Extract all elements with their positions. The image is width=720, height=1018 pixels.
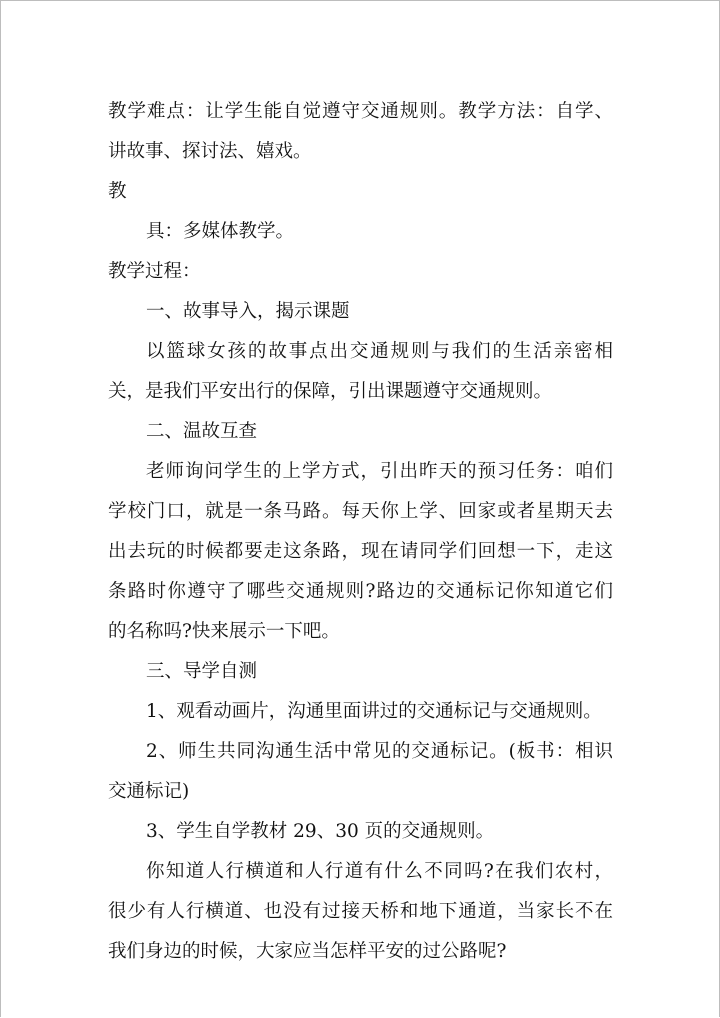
text-line: 出去玩的时候都要走这条路，现在请同学们回想一下，走这 <box>108 541 613 562</box>
text-line: 学校门口，就是一条马路。每天你上学、回家或者星期天去 <box>108 501 613 522</box>
text-line: 具：多媒体教学。 <box>146 221 295 242</box>
text-line: 教 <box>108 181 127 202</box>
text-line: 交通标记) <box>108 781 190 802</box>
text-line: 三、导学自测 <box>146 661 258 682</box>
text-line: 的名称吗?快来展示一下吧。 <box>108 621 340 642</box>
text-line: 2、师生共同沟通生活中常见的交通标记。(板书：相识 <box>146 741 613 762</box>
text-line: 二、温故互查 <box>146 421 258 442</box>
text-line: 你知道人行横道和人行道有什么不同吗?在我们农村， <box>146 861 613 882</box>
text-line: 我们身边的时候，大家应当怎样平安的过公路呢? <box>108 941 507 962</box>
text-line: 条路时你遵守了哪些交通规则?路边的交通标记你知道它们 <box>108 581 613 602</box>
text-line: 关，是我们平安出行的保障，引出课题遵守交通规则。 <box>108 381 553 402</box>
text-line: 1、观看动画片，沟通里面讲过的交通标记与交通规则。 <box>146 701 602 722</box>
text-line: 3、学生自学教材 29、30 页的交通规则。 <box>146 821 495 842</box>
text-line: 很少有人行横道、也没有过接天桥和地下通道，当家长不在 <box>108 901 613 922</box>
text-line: 老师询问学生的上学方式，引出昨天的预习任务：咱们 <box>146 461 613 482</box>
text-line: 讲故事、探讨法、嬉戏。 <box>108 141 312 162</box>
text-line: 一、故事导入，揭示课题 <box>146 301 350 322</box>
text-line: 以篮球女孩的故事点出交通规则与我们的生活亲密相 <box>146 341 613 362</box>
text-line: 教学难点：让学生能自觉遵守交通规则。教学方法：自学、 <box>108 101 613 122</box>
text-line: 教学过程： <box>108 261 201 282</box>
document-body <box>108 92 613 972</box>
